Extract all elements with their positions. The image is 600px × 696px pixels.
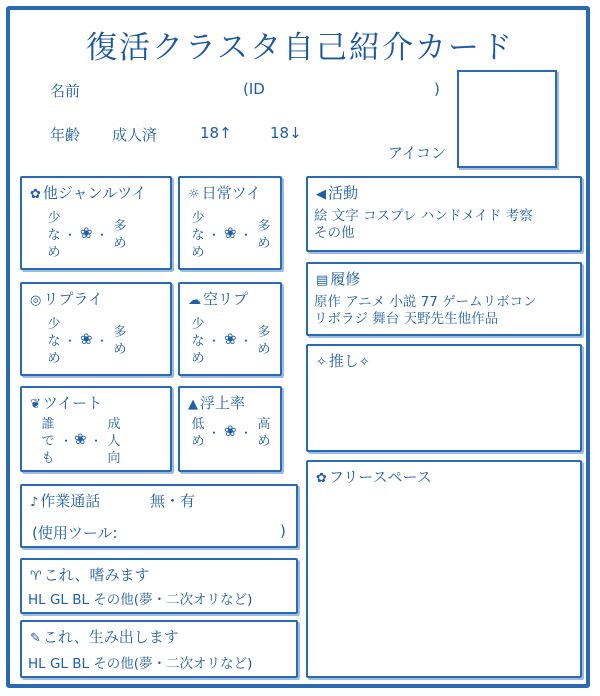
scale-high-2: め [257,236,271,251]
bird-icon: ❦ [30,397,41,412]
genre-tweet-box [20,176,172,270]
scale-high-3: 向 [107,451,121,466]
scale-high-2: め [257,434,271,449]
genre-tweet-title: 他ジャンルツイ [42,184,147,202]
tool-label: (使用ツール: [32,524,118,542]
sparkle-icon: ✧ [316,355,327,370]
reply-title: リプライ [43,290,103,308]
card-title: 復活クラスタ自己紹介カード [85,30,515,66]
work-call-box [20,484,298,548]
book-icon: ▤ [316,273,329,288]
history-box [306,262,582,336]
oshi-box [306,344,582,452]
free-space-title: フリースペース [328,468,432,486]
scale-low-2: な [191,228,205,243]
adult-label: 成人済 [112,126,158,144]
scale-high-2: め [113,236,127,251]
consume-title: これ、嗜みます [43,566,150,584]
scale-high-1: 高 [257,417,271,432]
icon-label: アイコン [388,144,447,162]
scale-high-2: め [257,342,271,357]
scale-dot: ・ [240,228,253,242]
scale-high-1: 多 [113,325,127,340]
daily-tweet-box [178,176,282,270]
id-open: (ID [243,80,265,98]
headphone-icon: ♪ [30,495,39,510]
consume-box [20,558,298,614]
daily-tweet-title: 日常ツイ [201,184,261,202]
scale-dot: ・ [90,434,103,448]
age-down-label: 18↓ [270,124,302,142]
scale-low-2: め [191,434,205,449]
flower-marker-icon[interactable]: ❀ [224,330,237,348]
scale-low-1: 誰 [41,417,55,432]
up-arrow-icon: ▲ [188,397,198,412]
icon-placeholder-box [457,70,557,168]
scale-low-1: 少 [191,317,205,332]
fish-icon: ◀ [316,187,326,202]
activity-line-1: 絵 文字 コスプレ ハンドメイド 考察 [314,208,533,224]
sparkle-icon: ✧ [358,355,370,370]
activity-title: 活動 [328,184,359,202]
scale-dot: ・ [208,228,221,242]
name-label: 名前 [50,82,81,100]
id-close: ) [434,80,440,98]
activity-line-2: その他 [314,225,355,241]
scale-low-2: な [47,228,61,243]
flower-marker-icon[interactable]: ❀ [224,224,237,242]
scale-dot: ・ [96,334,109,348]
scale-high-1: 多 [113,219,127,234]
oshi-title: 推し [328,352,359,370]
tool-close: ) [280,522,286,540]
scale-high-1: 多 [257,219,271,234]
flower-small-icon: ✿ [316,471,327,486]
scale-low-2: な [47,334,61,349]
scale-low-2: で [41,434,55,449]
scale-dot: ・ [240,334,253,348]
free-space-box [306,460,582,678]
history-line-1: 原作 アニメ 小説 77 ゲームリボコン [314,294,537,310]
flower-marker-icon[interactable]: ❀ [80,224,93,242]
scale-dot: ・ [96,228,109,242]
tweet-content-title: ツイート [42,394,103,412]
activity-box [306,176,582,252]
pen-icon: ✎ [30,631,41,646]
scale-high-2: 人 [107,434,121,449]
scale-dot: ・ [64,228,77,242]
age-label: 年齢 [50,126,81,144]
history-line-2: リボラジ 舞台 天野先生他作品 [314,311,499,327]
scale-low-1: 少 [47,317,61,332]
scale-dot: ・ [64,334,77,348]
speech-bubble-icon: ◎ [30,293,42,308]
create-title: これ、生み出します [42,628,179,646]
flower-marker-icon[interactable]: ❀ [74,430,87,448]
scale-dot: ・ [208,426,221,440]
reply-box [20,282,172,376]
sora-reply-title: 空リプ [203,290,249,308]
scale-dot: ・ [208,334,221,348]
history-title: 履修 [330,270,361,288]
cloud-icon: ☁ [188,293,201,308]
flower-marker-icon[interactable]: ❀ [80,330,93,348]
scale-high-1: 多 [257,325,271,340]
sun-icon: ☼ [188,187,200,202]
flower-marker-icon[interactable]: ❀ [224,422,237,440]
scale-low-1: 少 [191,211,205,226]
flower-outline-icon: ✿ [30,187,41,202]
scale-low-3: め [191,245,205,260]
scale-dot: ・ [240,426,253,440]
scale-low-2: な [191,334,205,349]
create-box [20,620,298,678]
create-options: HL GL BL その他(夢・二次オリなど) [28,656,253,672]
bite-icon: ♈ [30,569,42,584]
scale-low-1: 低 [191,417,205,432]
scale-low-3: め [47,245,61,260]
age-up-label: 18↑ [200,124,232,142]
scale-low-3: も [41,451,55,466]
float-rate-title: 浮上率 [200,394,246,412]
scale-dot: ・ [60,434,73,448]
float-rate-box [178,386,282,472]
work-call-options: 無・有 [150,492,196,510]
work-call-title: 作業通話 [40,492,101,510]
tweet-content-box [20,386,172,472]
consume-options: HL GL BL その他(夢・二次オリなど) [28,592,253,608]
scale-low-3: め [47,351,61,366]
sora-reply-box [178,282,282,376]
scale-low-1: 少 [47,211,61,226]
scale-low-3: め [191,351,205,366]
scale-high-1: 成 [107,417,121,432]
scale-high-2: め [113,342,127,357]
